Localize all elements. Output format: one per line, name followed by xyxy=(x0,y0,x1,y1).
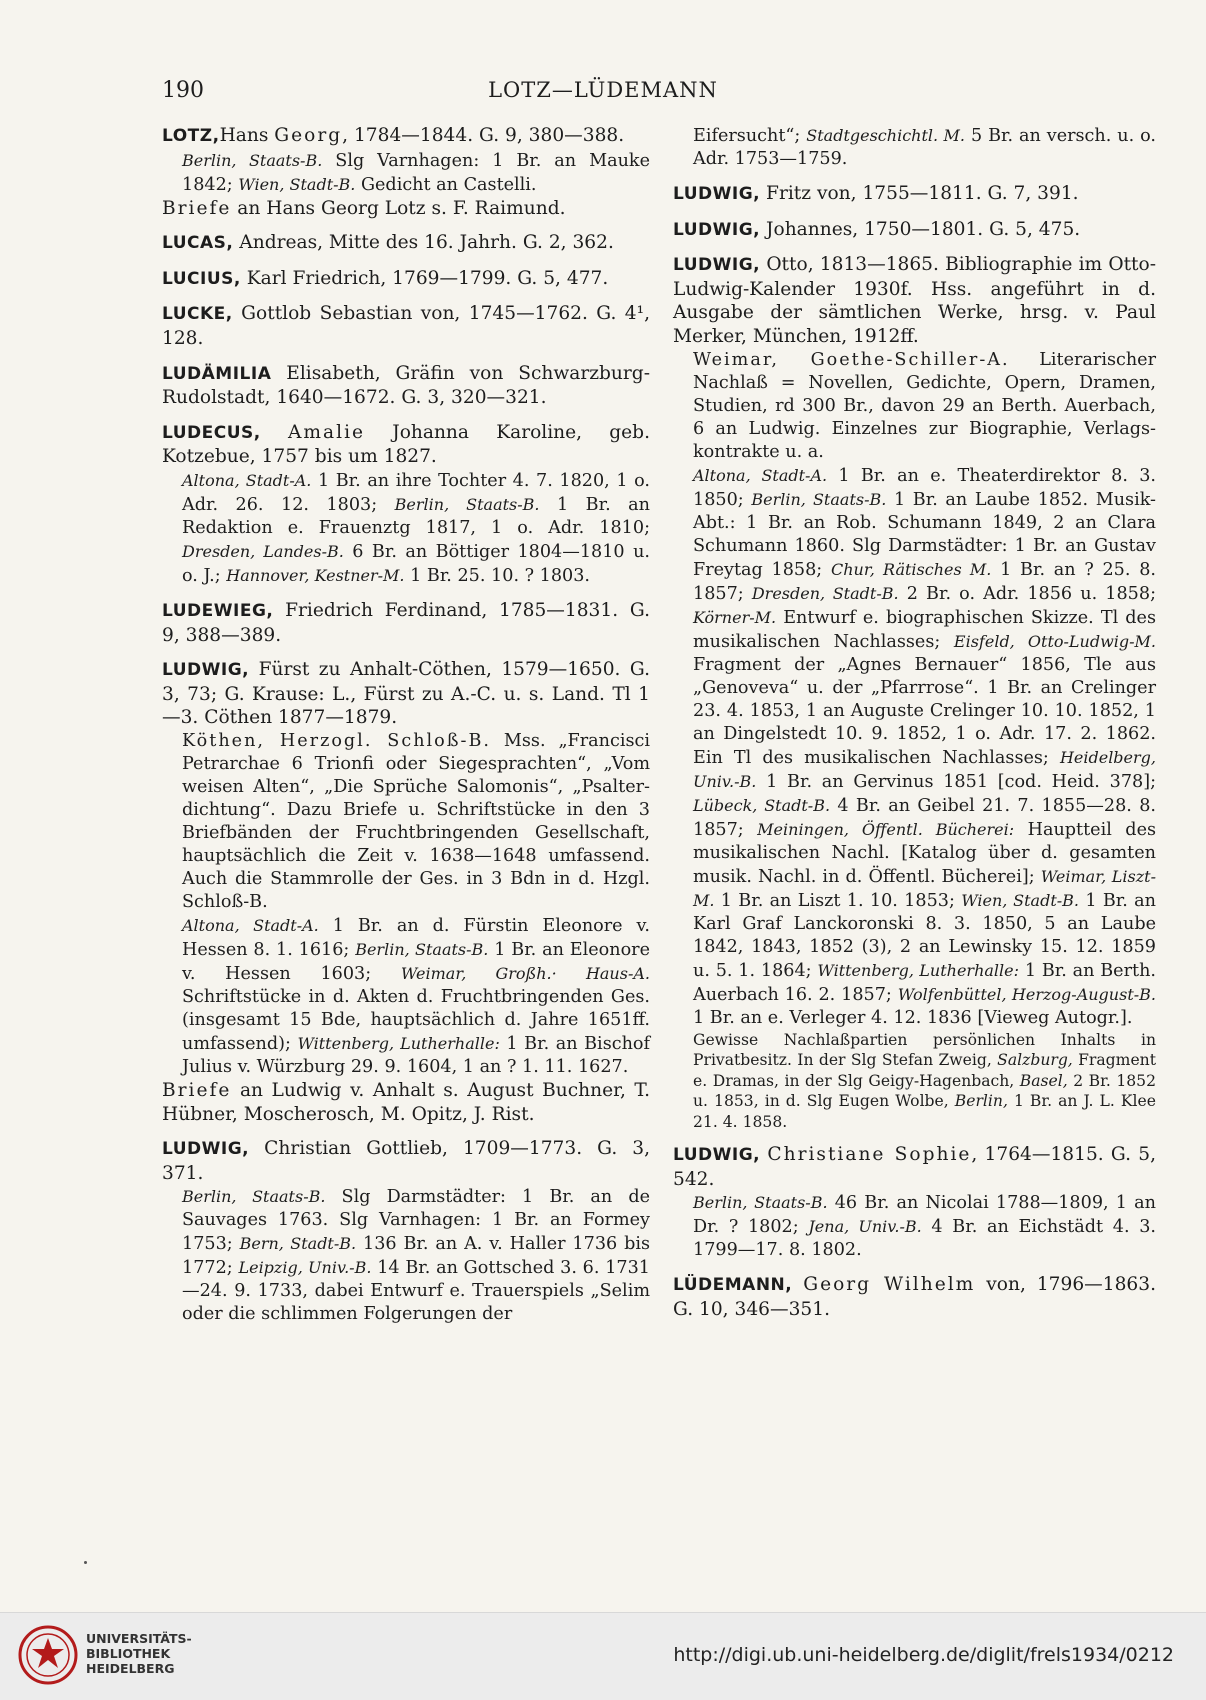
archive-location: Chur, Rätisches M. xyxy=(830,559,992,579)
biography-entry xyxy=(673,218,1156,243)
entry-detail xyxy=(162,1079,650,1126)
archive-location: Wolfenbüttel, Herzog-August-B. xyxy=(897,984,1156,1004)
archive-location: Heidelberg, Univ.-B. xyxy=(693,747,1156,791)
entry-text: Otto, 1813—1865. Bibliographie im Otto-Ludwig-Kalender 1930f. Hss. angeführt in d. Ausgabe der sämtlichen Werke, hrsg. v. Paul Merker, München, 1912ff. xyxy=(673,254,1156,347)
entry-text: 14 Br. an Gottsched 3. 6. 1731—24. 9. 1733, dabei Entwurf e. Trauerspiels „Selim oder die schlimmen Folgerungen der xyxy=(182,1258,650,1325)
biography-entry xyxy=(162,267,650,292)
entry-text: 1 Br. an d. Fürstin Eleonore v. Hessen 8. 1. 1616; xyxy=(182,915,650,960)
entry-main-line xyxy=(673,253,1156,348)
entry-text: 1 Br. 25. 10. ? 1803. xyxy=(404,565,591,586)
entry-text: Slg Varnhagen: 1 Br. an Mauke 1842; xyxy=(182,150,650,195)
archive-location: Berlin, Staats-B. xyxy=(751,489,887,509)
archive-location: Berlin, Staats-B. xyxy=(394,494,540,514)
archive-location: Salzburg, xyxy=(997,1051,1073,1070)
archive-location: Meiningen, Öffentl. Bücherei: xyxy=(757,819,1015,839)
entry-text: 1 Br. an Laube 1852. Musik-Abt.: 1 Br. an Rob. Schumann 1849, 2 an Clara Schumann 1860. Slg Darmstädter: 1 Br. an Gustav Freytag 1858; xyxy=(693,489,1157,580)
biography-entry xyxy=(162,1137,650,1326)
entry-detail xyxy=(162,197,650,221)
entry-detail xyxy=(673,349,1156,464)
archive-location: Wittenberg, Lutherhalle: xyxy=(817,960,1020,980)
entry-text: Johanna Karoline, geb. Kotzebue, 1757 bis um 1827. xyxy=(162,421,650,468)
entry-main-line xyxy=(162,267,650,292)
biography-entry xyxy=(673,124,1156,171)
entry-detail xyxy=(162,730,650,914)
archive-location: Altona, Stadt-A. xyxy=(182,915,319,935)
entry-detail xyxy=(673,1191,1156,1262)
entry-text: 2 Br. 1852 u. 1853, in d. Slg Eugen Wolbe, xyxy=(693,1071,1157,1111)
entry-main-line xyxy=(162,421,650,469)
entry-text: Elisabeth, Gräfin von Schwarzburg-Rudolstadt, 1640—1672. G. 3, 320—321. xyxy=(162,362,650,409)
entry-text: Schriftstücke in d. Akten d. Fruchtbringenden Ges. (insgesamt 15 Bde, hauptsächlich d. Jahre 1651ff. umfassend); xyxy=(182,986,650,1054)
entry-detail xyxy=(673,1030,1156,1133)
entry-text: 1 Br. an Gervinus 1851 [cod. Heid. 378]; xyxy=(756,771,1156,792)
entry-text: Slg Darmstädter: 1 Br. an de Sauvages 1763. Slg Varnhagen: 1 Br. an Formey 1753; xyxy=(182,1187,650,1255)
entry-headword: LUDWIG, xyxy=(673,219,761,240)
archive-location: Leipzig, Univ.-B. xyxy=(238,1258,372,1278)
entry-headword: LUDWIG, xyxy=(673,255,761,276)
biography-entry xyxy=(162,362,650,410)
library-name-line: HEIDELBERG xyxy=(86,1661,175,1676)
entry-text: Gewisse Nachlaßpartien persönlichen Inhalts in Privatbesitz. In der Slg Stefan Zweig, xyxy=(693,1030,1156,1070)
entry-detail xyxy=(162,1185,650,1326)
page-header xyxy=(0,78,1206,108)
entry-text: Christian Gottlieb, 1709—1773. G. 3, 371. xyxy=(162,1138,650,1184)
entry-text: 2 Br. o. Adr. 1856 u. 1858; xyxy=(898,583,1156,604)
entry-text: Fritz von, 1755—1811. G. 7, 391. xyxy=(760,183,1079,204)
entry-headword: LUDWIG, xyxy=(162,1139,250,1160)
archive-location: Jena, Univ.-B. xyxy=(808,1217,922,1237)
spaced-name: Christiane Sophie xyxy=(767,1144,972,1166)
entry-main-line xyxy=(162,302,650,350)
entry-text: 136 Br. an A. v. Haller 1736 bis 1772; xyxy=(182,1234,651,1279)
archive-location: Weimar, Liszt-M. xyxy=(693,866,1157,910)
archive-location: Altona, Stadt-A. xyxy=(182,470,312,490)
entry-headword: LUDWIG, xyxy=(673,184,761,204)
archive-location: Wittenberg, Lutherhalle: xyxy=(297,1033,500,1053)
footer-bar xyxy=(0,1612,1206,1700)
entry-text xyxy=(792,1274,803,1295)
archive-location: Weimar, Großh.· Haus-A. xyxy=(400,963,650,983)
right-column xyxy=(673,124,1156,1332)
library-name xyxy=(86,1631,192,1676)
entry-main-line xyxy=(162,124,650,149)
biography-entry xyxy=(162,421,650,588)
biography-entry xyxy=(673,182,1156,207)
entry-main-line xyxy=(162,1137,650,1185)
entry-text: 1 Br. an ? 25. 8. 1857; xyxy=(693,559,1156,604)
entry-headword: LOTZ, xyxy=(162,126,220,146)
archive-location: Berlin, Staats-B. xyxy=(182,1187,326,1207)
archive-location: Basel, xyxy=(1019,1071,1068,1090)
spaced-name: Amalie xyxy=(287,421,366,443)
biography-entry xyxy=(673,1273,1156,1321)
entry-main-line xyxy=(162,658,650,730)
entry-text: an Ludwig v. Anhalt s. August Buchner, T. Hübner, Moscherosch, M. Opitz, J. Rist. xyxy=(162,1079,650,1125)
entry-main-line xyxy=(673,218,1156,243)
entry-main-line xyxy=(673,1143,1156,1191)
entry-text: , 1764—1815. G. 5, 542. xyxy=(673,1144,1156,1190)
entry-text: 1 Br. an Berth. Auerbach 16. 2. 1857; xyxy=(693,960,1156,1005)
entry-headword: LUCAS, xyxy=(162,233,234,254)
entry-text: Friedrich Ferdinand, 1785—1831. G. 9, 388—389. xyxy=(162,599,650,646)
archive-location: Berlin, Staats-B. xyxy=(182,150,323,170)
entry-text: Fürst zu Anhalt-Cöthen, 1579—1650. G. 3, 73; G. Krause: L., Fürst zu A.-C. u. s. Land. Tl 1—3. Cöthen 1877—1879. xyxy=(162,659,650,729)
spaced-name: Köthen, Herzogl. Schloß-B. xyxy=(182,730,491,751)
entry-detail xyxy=(673,464,1156,1030)
left-column xyxy=(162,124,650,1337)
entry-text: 46 Br. an Nicolai 1788—1809, 1 an Dr. ? 1802; xyxy=(693,1193,1156,1238)
entry-text xyxy=(261,422,288,443)
entry-headword: LÜDEMANN, xyxy=(673,1275,793,1296)
entry-text: 1 Br. an Redaktion e. Frauenztg 1817, 1 o. Adr. 1810; xyxy=(182,494,650,538)
source-url-link[interactable]: http://digi.ub.uni-heidelberg.de/diglit/frels1934/0212 xyxy=(673,1644,1174,1666)
entry-text: 1 Br. an J. L. Klee 21. 4. 1858. xyxy=(693,1092,1157,1131)
spaced-name: Briefe xyxy=(162,1079,232,1101)
archive-location: Stadtgeschichtl. M. xyxy=(806,126,965,145)
archive-location: Körner-M. xyxy=(693,607,777,627)
entry-main-line xyxy=(162,231,650,256)
entry-headword: LUDEWIEG, xyxy=(162,600,274,621)
entry-text: Karl Friedrich, 1769—1799. G. 5, 477. xyxy=(240,267,609,289)
entry-main-line xyxy=(162,599,650,647)
entry-text: 6 Br. an Böttiger 1804—1810 u. o. J.; xyxy=(182,541,650,586)
entry-headword: LUDÄMILIA xyxy=(162,363,272,384)
archive-location: Eisfeld, Otto-Ludwig-M. xyxy=(953,631,1157,651)
entry-text: 5 Br. an versch. u. o. Adr. 1753—1759. xyxy=(693,126,1157,169)
entry-detail xyxy=(673,124,1156,171)
spaced-name: Georg Wilhelm xyxy=(803,1274,976,1296)
entry-headword: LUCKE, xyxy=(162,304,233,325)
archive-location: Berlin, Staats-B. xyxy=(693,1193,828,1213)
library-name-line: UNIVERSITÄTS- xyxy=(86,1631,192,1646)
entry-text: Entwurf e. biographischen Skizze. Tl des musikalischen Nachlasses; xyxy=(693,607,1156,652)
archive-location: Lübeck, Stadt-B. xyxy=(693,795,831,815)
entry-text: Hauptteil des musikalischen Nachl. [Katalog über d. gesamten musik. Nachl. in d. Öffentl. Bücherei]; xyxy=(693,819,1157,887)
entry-text: 1 Br. an Liszt 1. 10. 1853; xyxy=(714,890,962,911)
entry-text: Johannes, 1750—1801. G. 5, 475. xyxy=(760,218,1081,240)
entry-headword: LUDECUS, xyxy=(162,422,261,443)
entry-detail xyxy=(162,149,650,197)
biography-entry xyxy=(162,124,650,220)
entry-headword: LUDWIG, xyxy=(673,1145,761,1166)
running-head: LOTZ—LÜDEMANN xyxy=(488,78,718,102)
biography-entry xyxy=(162,231,650,256)
entry-text: 4 Br. an Eichstädt 4. 3. 1799—17. 8. 1802. xyxy=(693,1217,1157,1261)
entry-text: 1 Br. an e. Theaterdirektor 8. 3. 1850; xyxy=(693,465,1156,510)
entry-text: von, 1796—1863. G. 10, 346—351. xyxy=(673,1274,1156,1320)
spaced-name: Weimar, Goethe-Schiller-A. xyxy=(693,349,1010,370)
university-seal-icon xyxy=(18,1625,78,1685)
entry-text: Gedicht an Castelli. xyxy=(355,174,537,195)
archive-location: Dresden, Stadt-B. xyxy=(751,583,899,603)
spaced-name: Georg xyxy=(274,125,343,146)
archive-location: Wien, Stadt-B. xyxy=(961,890,1080,910)
page-number: 190 xyxy=(162,78,204,103)
entry-text: Mss. „Francisci Petrarchae 6 Trionfi oder Siegesprachten“, „Vom weisen Alten“, „Die Sprüche Salomonis“, „Psalter-dichtung“. Dazu Briefe u. Schriftstücke in den 3 Briefbänden der Fruchtbringenden Gesellschaft, hauptsächlich die Zeit v. 1638—1648 umfassend. Auch die Stammrolle der Ges. in 3 Bdn in d. Hzgl. Schloß-B. xyxy=(182,730,650,912)
entry-text: Hans xyxy=(219,125,275,146)
archive-location: Hannover, Kestner-M. xyxy=(226,565,405,585)
archive-location: Dresden, Landes-B. xyxy=(182,541,344,561)
entry-text: Literarischer Nachlaß = Novellen, Gedichte, Opern, Dramen, Studien, rd 300 Br., davon 29 an Berth. Auerbach, 6 an Ludwig. Einzelnes zur Biographie, Verlags-kontrakte u. a. xyxy=(693,349,1156,462)
archive-location: Berlin, Staats-B. xyxy=(355,939,489,959)
entry-text: 1 Br. an Bischof Julius v. Würzburg 29. 9. 1604, 1 an ? 1. 11. 1627. xyxy=(182,1033,651,1077)
entry-text: Gottlob Sebastian von, 1745—1762. G. 4¹, 128. xyxy=(162,303,650,349)
scan-speck xyxy=(84,1561,87,1564)
entry-main-line xyxy=(673,182,1156,207)
entry-text: 1 Br. an Eleonore v. Hessen 1603; xyxy=(182,939,651,984)
entry-headword: LUCIUS, xyxy=(162,268,241,289)
entry-text: 1 Br. an e. Verleger 4. 12. 1836 [Vieweg Autogr.]. xyxy=(693,1007,1133,1028)
entry-text: an Hans Georg Lotz s. F. Raimund. xyxy=(231,197,566,219)
library-name-line: BIBLIOTHEK xyxy=(86,1646,171,1661)
entry-detail xyxy=(162,469,650,588)
entry-headword: LUDWIG, xyxy=(162,660,250,681)
entry-text: Andreas, Mitte des 16. Jahrh. G. 2, 362. xyxy=(233,232,614,254)
biography-entry xyxy=(162,302,650,350)
biography-entry xyxy=(673,1143,1156,1262)
entry-text: 1 Br. an ihre Tochter 4. 7. 1820, 1 o. Adr. 26. 12. 1803; xyxy=(182,470,650,515)
archive-location: Wien, Stadt-B. xyxy=(238,174,356,194)
archive-location: Bern, Stadt-B. xyxy=(239,1234,357,1254)
entry-text: , 1784—1844. G. 9, 380—388. xyxy=(342,125,625,146)
archive-location: Berlin, xyxy=(954,1092,1008,1111)
biography-entry xyxy=(673,253,1156,1132)
archive-location: Altona, Stadt-A. xyxy=(693,465,828,485)
entry-text: Fragment e. Dramas, in der Slg Geigy-Hagenbach, xyxy=(693,1051,1156,1090)
entry-text: Fragment der „Agnes Bernauer“ 1856, Tle aus „Genoveva“ u. der „Pfarrrose“. 1 Br. an Crelinger 23. 4. 1853, 1 an Auguste Crelinger 10. 10. 1852, 1 an Dingelstedt 10. 9. 1852, 1 o. Adr. 17. 2. 1862. Ein Tl des musikalischen Nachlasses; xyxy=(693,654,1156,768)
entry-main-line xyxy=(162,362,650,410)
entry-main-line xyxy=(673,1273,1156,1321)
biography-entry xyxy=(162,658,650,1126)
entry-text: 1 Br. an Karl Graf Lanckoronski 8. 3. 1850, 5 an Laube 1842, 1843, 1852 (3), 2 an Lewinsky 15. 12. 1859 u. 5. 1. 1864; xyxy=(693,890,1156,981)
entry-text: Eifersucht“; xyxy=(693,126,807,146)
entry-text: 4 Br. an Geibel 21. 7. 1855—28. 8. 1857; xyxy=(693,795,1156,840)
biography-entry xyxy=(162,599,650,647)
spaced-name: Briefe xyxy=(162,197,232,219)
entry-detail xyxy=(162,914,650,1079)
